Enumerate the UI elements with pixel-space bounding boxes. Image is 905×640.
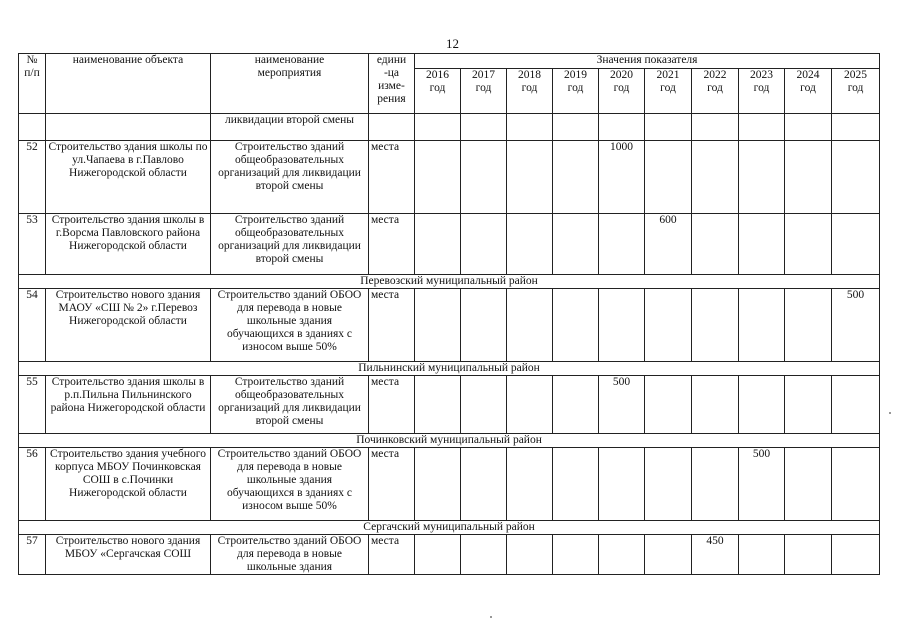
header-values-title: Значения показателя: [415, 54, 880, 69]
unit-cell: места: [369, 141, 415, 214]
header-year: 2020 год: [599, 69, 645, 114]
measure-cell: ликвидации второй смены: [211, 114, 369, 141]
value-cell: [785, 214, 832, 275]
value-cell: [645, 376, 692, 434]
value-cell: 500: [599, 376, 645, 434]
value-cell: 450: [692, 535, 739, 575]
value-cell: [415, 376, 461, 434]
value-cell: [645, 535, 692, 575]
header-year: 2017 год: [461, 69, 507, 114]
measure-cell: Строительство зданий ОБОО для перевода в новые школьные здания: [211, 535, 369, 575]
num-cell: [19, 114, 46, 141]
value-cell: [739, 214, 785, 275]
value-cell: [692, 141, 739, 214]
value-cell: [832, 376, 880, 434]
measure-cell: Строительство зданий ОБОО для перевода в новые школьные здания обучающихся в зданиях с износом выше 50%: [211, 448, 369, 521]
value-cell: [692, 376, 739, 434]
value-cell: [415, 141, 461, 214]
table-row: [19, 535, 880, 575]
num-cell: 54: [19, 289, 46, 362]
table-row: [19, 289, 880, 362]
value-cell: [415, 448, 461, 521]
unit-cell: места: [369, 448, 415, 521]
value-cell: [599, 289, 645, 362]
header-num: № п/п: [19, 54, 46, 114]
value-cell: [785, 289, 832, 362]
unit-cell: [369, 114, 415, 141]
header-object: наименование объекта: [46, 54, 211, 114]
value-cell: [553, 141, 599, 214]
value-cell: [832, 448, 880, 521]
value-cell: [599, 535, 645, 575]
header-unit: едини -ца изме- рения: [369, 54, 415, 114]
value-cell: [553, 214, 599, 275]
header-year: 2016 год: [415, 69, 461, 114]
value-cell: [553, 376, 599, 434]
section-row: [19, 362, 880, 376]
value-cell: [461, 214, 507, 275]
value-cell: [599, 214, 645, 275]
value-cell: [415, 214, 461, 275]
value-cell: [553, 448, 599, 521]
value-cell: [507, 535, 553, 575]
value-cell: [599, 448, 645, 521]
header-year: 2018 год: [507, 69, 553, 114]
section-row: [19, 434, 880, 448]
value-cell: [739, 141, 785, 214]
value-cell: [785, 448, 832, 521]
table-row: [19, 114, 880, 141]
value-cell: [692, 289, 739, 362]
value-cell: [785, 141, 832, 214]
object-cell: Строительство здания учебного корпуса МБОУ Починковская СОШ в с.Починки Нижегородской области: [46, 448, 211, 521]
value-cell: 500: [739, 448, 785, 521]
value-cell: [832, 141, 880, 214]
value-cell: [645, 289, 692, 362]
page-number: 12: [446, 36, 459, 51]
unit-cell: места: [369, 376, 415, 434]
unit-cell: места: [369, 535, 415, 575]
value-cell: 600: [645, 214, 692, 275]
header-measure: наименование мероприятия: [211, 54, 369, 114]
value-cell: [507, 214, 553, 275]
value-cell: [739, 289, 785, 362]
table-row: [19, 141, 880, 214]
num-cell: 52: [19, 141, 46, 214]
header-year: 2025 год: [832, 69, 880, 114]
section-title: Перевозский муниципальный район: [19, 275, 880, 289]
value-cell: [553, 535, 599, 575]
table-row: [19, 376, 880, 434]
scan-speck: [889, 412, 891, 414]
value-cell: [507, 289, 553, 362]
value-cell: [832, 535, 880, 575]
value-cell: [415, 289, 461, 362]
value-cell: [739, 376, 785, 434]
table-row: [19, 448, 880, 521]
unit-cell: места: [369, 289, 415, 362]
value-cell: [832, 214, 880, 275]
value-cell: [461, 376, 507, 434]
measure-cell: Строительство зданий общеобразовательных организаций для ликвидации второй смены: [211, 141, 369, 214]
table-row: [19, 214, 880, 275]
measure-cell: Строительство зданий общеобразовательных организаций для ликвидации второй смены: [211, 376, 369, 434]
value-cell: [415, 535, 461, 575]
value-cell: [645, 448, 692, 521]
num-cell: 56: [19, 448, 46, 521]
num-cell: 53: [19, 214, 46, 275]
measure-cell: Строительство зданий ОБОО для перевода в новые школьные здания обучающихся в зданиях с износом выше 50%: [211, 289, 369, 362]
header-year: 2024 год: [785, 69, 832, 114]
object-cell: Строительство нового здания МБОУ «Сергачская СОШ: [46, 535, 211, 575]
value-cell: [507, 448, 553, 521]
value-cell: [461, 535, 507, 575]
value-cell: [785, 376, 832, 434]
value-cell: 1000: [599, 141, 645, 214]
value-cell: [785, 535, 832, 575]
header-year: 2021 год: [645, 69, 692, 114]
value-cell: [507, 141, 553, 214]
object-cell: [46, 114, 211, 141]
section-row: [19, 275, 880, 289]
value-cell: [461, 289, 507, 362]
object-cell: Строительство здания школы в р.п.Пильна Пильнинского района Нижегородской области: [46, 376, 211, 434]
unit-cell: места: [369, 214, 415, 275]
value-cell: [739, 535, 785, 575]
object-cell: Строительство здания школы в г.Ворсма Павловского района Нижегородской области: [46, 214, 211, 275]
section-row: [19, 521, 880, 535]
value-cell: [553, 289, 599, 362]
value-cell: [645, 141, 692, 214]
object-cell: Строительство нового здания МАОУ «СШ № 2» г.Перевоз Нижегородской области: [46, 289, 211, 362]
value-cell: [461, 448, 507, 521]
section-title: Починковский муниципальный район: [19, 434, 880, 448]
value-cell: [692, 448, 739, 521]
header-year: 2019 год: [553, 69, 599, 114]
value-cell: 500: [832, 289, 880, 362]
value-cell: [507, 376, 553, 434]
num-cell: 55: [19, 376, 46, 434]
object-cell: Строительство здания школы по ул.Чапаева в г.Павлово Нижегородской области: [46, 141, 211, 214]
section-title: Пильнинский муниципальный район: [19, 362, 880, 376]
value-cell: [692, 214, 739, 275]
scan-speck: [490, 616, 492, 618]
header-year: 2022 год: [692, 69, 739, 114]
num-cell: 57: [19, 535, 46, 575]
value-cell: [461, 141, 507, 214]
indicator-table: [18, 53, 880, 575]
section-title: Сергачский муниципальный район: [19, 521, 880, 535]
measure-cell: Строительство зданий общеобразовательных организаций для ликвидации второй смены: [211, 214, 369, 275]
header-year: 2023 год: [739, 69, 785, 114]
